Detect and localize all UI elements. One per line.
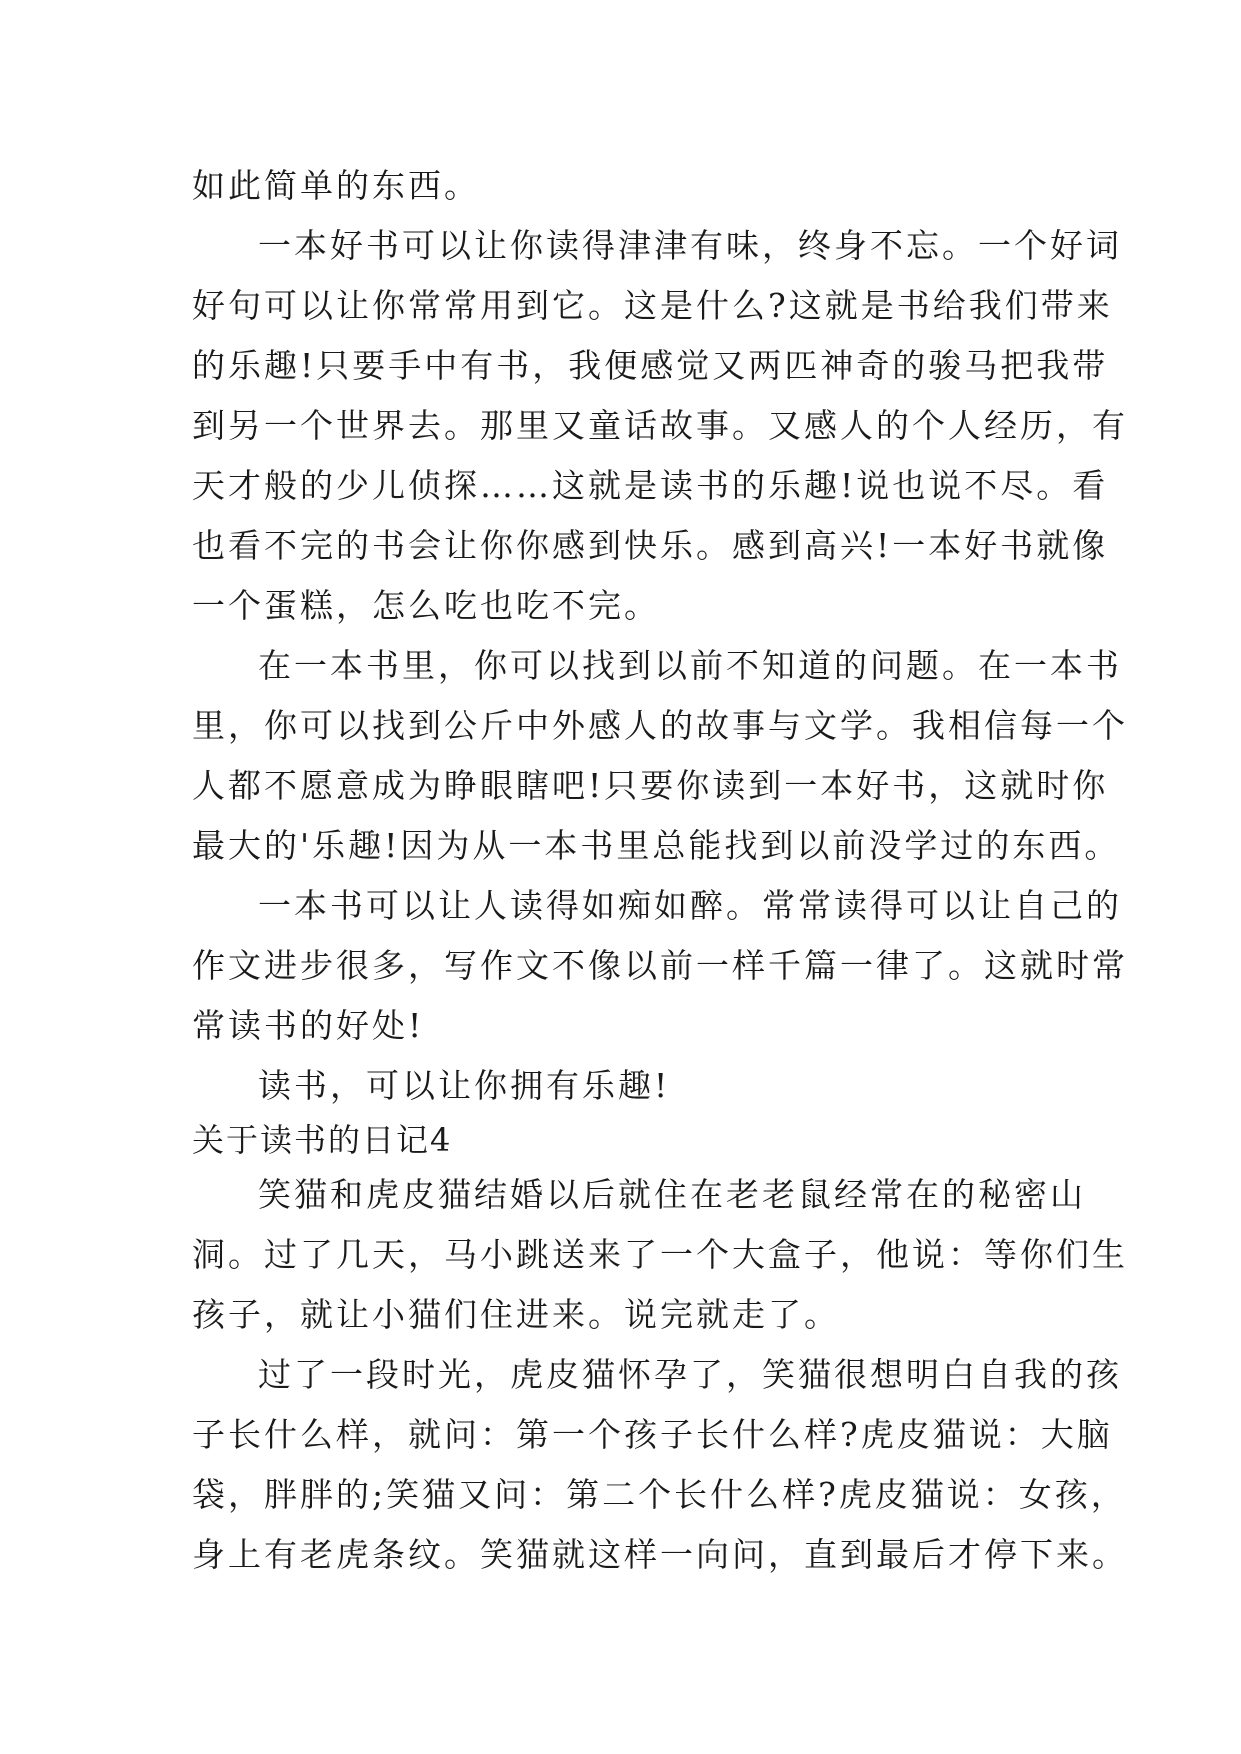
paragraph-first-line: 在一本书里，你可以找到以前不知道的问题。在一本书 <box>258 646 1122 685</box>
paragraph-first-line: 读书，可以让你拥有乐趣! <box>258 1066 671 1105</box>
paragraph-first-line: 过了一段时光，虎皮猫怀孕了，笑猫很想明白自我的孩 <box>258 1355 1122 1394</box>
section-heading: 关于读书的日记4 <box>192 1121 453 1159</box>
text-line: 也看不完的书会让你你感到快乐。感到高兴!一本好书就像 <box>192 526 1109 565</box>
text-line: 孩子，就让小猫们住进来。说完就走了。 <box>192 1295 840 1334</box>
text-line: 洞。过了几天，马小跳送来了一个大盒子，他说：等你们生 <box>192 1235 1128 1274</box>
text-line: 常读书的好处! <box>192 1006 425 1045</box>
paragraph-first-line: 一本书可以让人读得如痴如醉。常常读得可以让自己的 <box>258 886 1122 925</box>
text-line: 好句可以让你常常用到它。这是什么?这就是书给我们带来 <box>192 286 1113 325</box>
text-line: 作文进步很多，写作文不像以前一样千篇一律了。这就时常 <box>192 946 1128 985</box>
paragraph-first-line: 笑猫和虎皮猫结婚以后就住在老老鼠经常在的秘密山 <box>258 1175 1086 1214</box>
text-line: 一个蛋糕，怎么吃也吃不完。 <box>192 586 660 625</box>
paragraph-first-line: 一本好书可以让你读得津津有味，终身不忘。一个好词 <box>258 226 1122 265</box>
text-line: 袋，胖胖的;笑猫又问：第二个长什么样?虎皮猫说：女孩， <box>192 1475 1127 1514</box>
text-line: 如此简单的东西。 <box>192 166 480 205</box>
text-line: 天才般的少儿侦探……这就是读书的乐趣!说也说不尽。看 <box>192 466 1109 505</box>
text-line: 身上有老虎条纹。笑猫就这样一向问，直到最后才停下来。 <box>192 1535 1128 1574</box>
text-line: 最大的'乐趣!因为从一本书里总能找到以前没学过的东西。 <box>192 826 1121 865</box>
text-line: 里，你可以找到公斤中外感人的故事与文学。我相信每一个 <box>192 706 1128 745</box>
text-line: 子长什么样，就问：第一个孩子长什么样?虎皮猫说：大脑 <box>192 1415 1113 1454</box>
text-line: 到另一个世界去。那里又童话故事。又感人的个人经历，有 <box>192 406 1128 445</box>
text-line: 人都不愿意成为睁眼瞎吧!只要你读到一本好书，这就时你 <box>192 766 1109 805</box>
text-line: 的乐趣!只要手中有书，我便感觉又两匹神奇的骏马把我带 <box>192 346 1109 385</box>
